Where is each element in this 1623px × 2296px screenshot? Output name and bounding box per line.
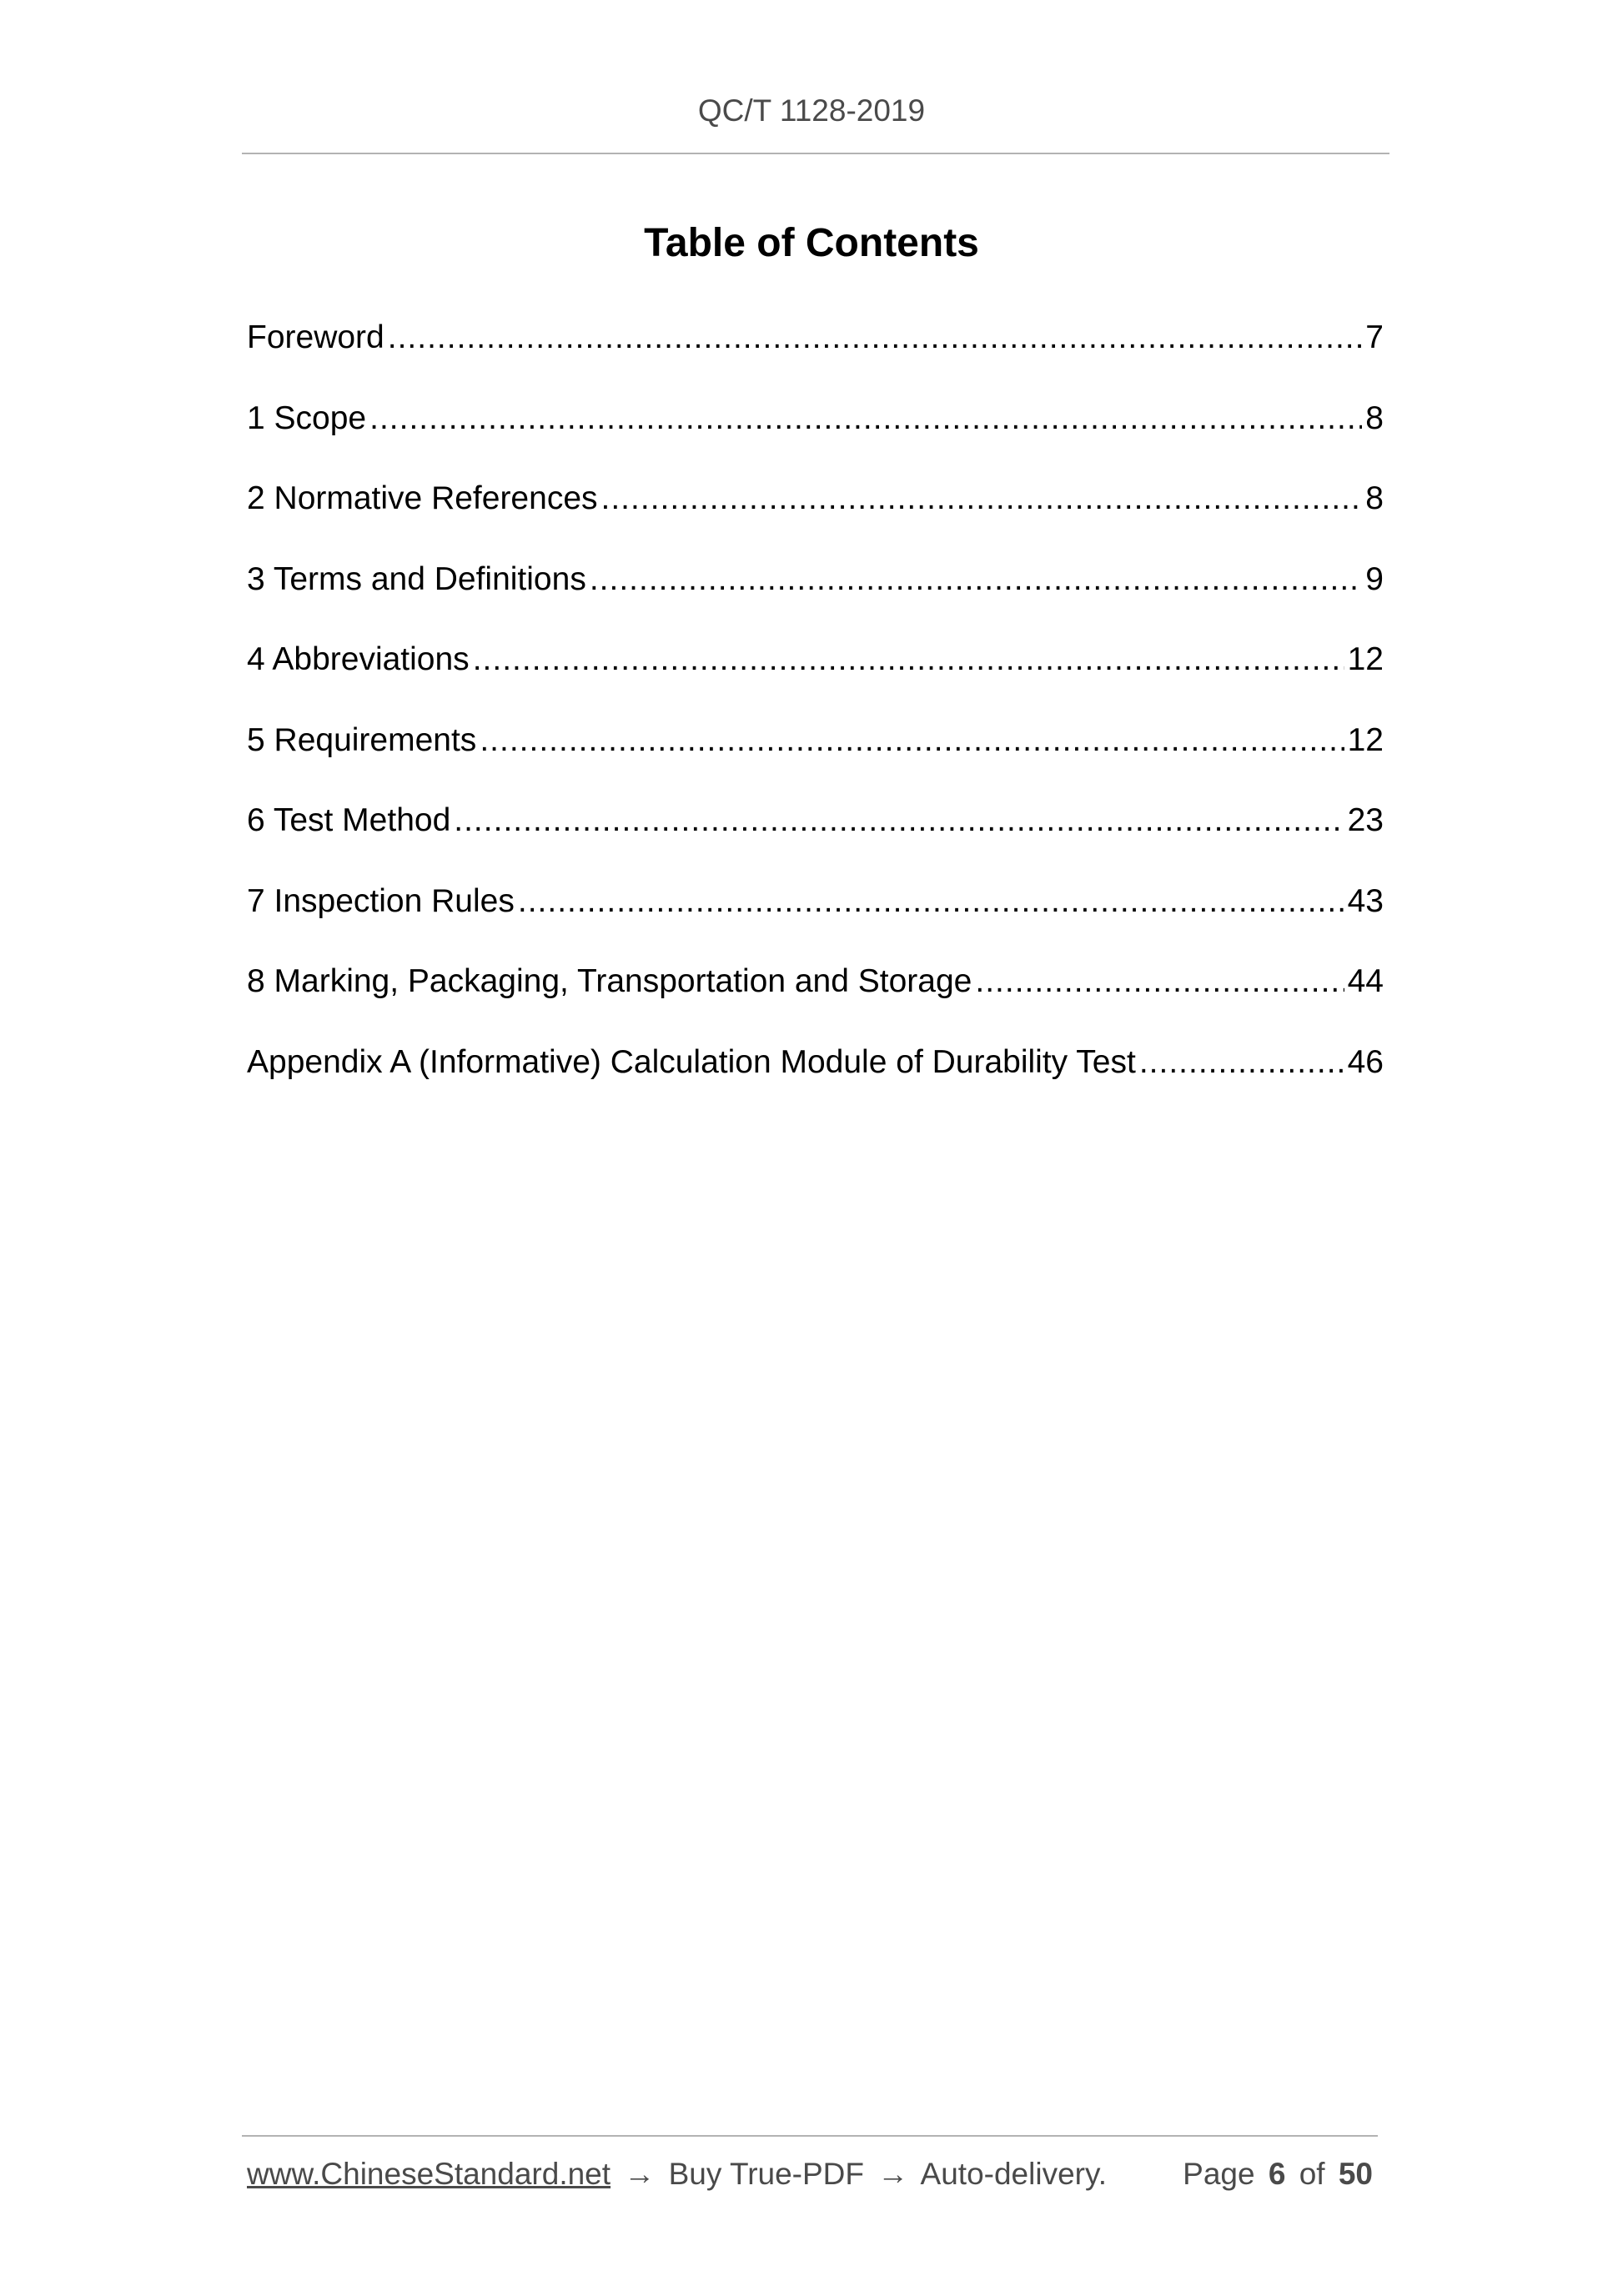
- page-word: Page: [1183, 2157, 1255, 2191]
- toc-entry-label: 8 Marking, Packaging, Transportation and Storage: [247, 963, 972, 999]
- toc-entry-label: 3 Terms and Definitions: [247, 560, 586, 597]
- dot-leader: [369, 396, 1362, 441]
- header-divider: [242, 153, 1389, 154]
- auto-delivery-text: Auto-delivery.: [920, 2157, 1108, 2191]
- toc-entry-page: 46: [1347, 1043, 1384, 1080]
- dot-leader: [454, 798, 1344, 843]
- toc-entry-page: 12: [1347, 641, 1384, 677]
- toc-entry-page: 8: [1365, 480, 1384, 516]
- toc-entry-page: 43: [1347, 882, 1384, 919]
- toc-entry-page: 23: [1347, 802, 1384, 838]
- toc-entry-appendix-a[interactable]: [247, 1040, 1384, 1121]
- dot-leader: [473, 637, 1344, 682]
- dot-leader: [388, 315, 1363, 360]
- toc-entry-label: Foreword: [247, 319, 384, 355]
- arrow-right-icon: →: [624, 2157, 656, 2191]
- toc-entry-label: 2 Normative References: [247, 480, 598, 516]
- toc-entry-label: 1 Scope: [247, 399, 367, 436]
- toc-entry-page: 7: [1365, 319, 1384, 355]
- toc-entry-scope[interactable]: [247, 396, 1384, 477]
- document-code-header: QC/T 1128-2019: [697, 93, 926, 128]
- toc-entry-page: 12: [1347, 721, 1384, 758]
- toc-entry-label: 6 Test Method: [247, 802, 451, 838]
- toc-entry-page: 9: [1365, 560, 1384, 597]
- dot-leader: [518, 879, 1344, 924]
- dot-leader: [480, 718, 1344, 763]
- dot-leader: [601, 476, 1363, 521]
- buy-true-pdf-text: Buy True-PDF: [668, 2157, 865, 2191]
- toc-entry-marking-packaging[interactable]: [247, 959, 1384, 1040]
- current-page-number: 6: [1268, 2157, 1286, 2191]
- toc-title: Table of Contents: [644, 221, 979, 265]
- toc-entry-label: 5 Requirements: [247, 721, 477, 758]
- toc-entry-test-method[interactable]: [247, 798, 1384, 879]
- toc-entry-inspection-rules[interactable]: [247, 879, 1384, 960]
- page-footer: [247, 2157, 1378, 2192]
- dot-leader: [590, 557, 1362, 602]
- dot-leader: [975, 959, 1344, 1004]
- toc-entry-page: 8: [1365, 399, 1384, 436]
- toc-entry-requirements[interactable]: [247, 718, 1384, 799]
- toc-entry-label: 7 Inspection Rules: [247, 882, 515, 919]
- toc-list: [247, 315, 1384, 1120]
- footer-divider: [242, 2135, 1378, 2137]
- toc-entry-terms-definitions[interactable]: [247, 557, 1384, 638]
- page-indicator: [1183, 2157, 1378, 2192]
- website-link[interactable]: www.ChineseStandard.net: [247, 2157, 611, 2191]
- dot-leader: [1139, 1040, 1344, 1085]
- toc-entry-abbreviations[interactable]: [247, 637, 1384, 718]
- toc-entry-page: 44: [1347, 963, 1384, 999]
- of-word: of: [1299, 2157, 1325, 2191]
- total-pages-number: 50: [1338, 2157, 1373, 2191]
- arrow-right-icon: →: [877, 2157, 909, 2191]
- toc-entry-normative-references[interactable]: [247, 476, 1384, 557]
- toc-entry-foreword[interactable]: [247, 315, 1384, 396]
- toc-entry-label: 4 Abbreviations: [247, 641, 470, 677]
- toc-entry-label: Appendix A (Informative) Calculation Module of Durability Test: [247, 1043, 1136, 1080]
